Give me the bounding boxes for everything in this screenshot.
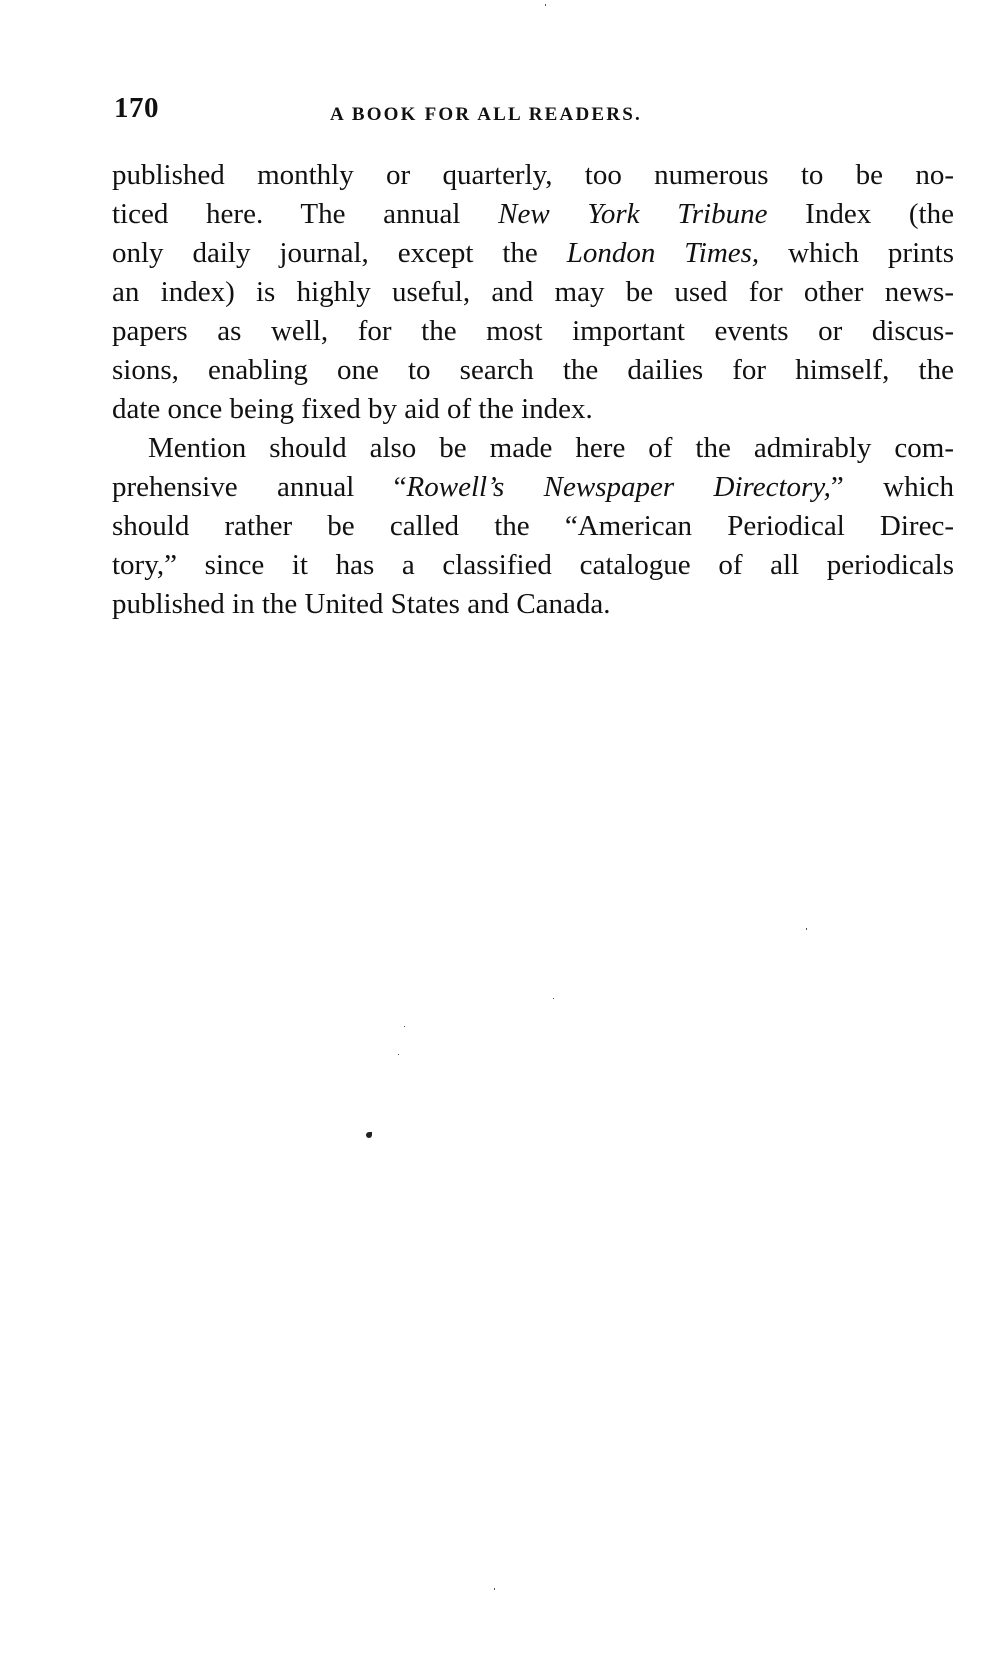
text-line: sions, enabling one to search the dailies for himself, the (112, 354, 954, 386)
text-line: Mention should also be made here of the admirably com- (148, 432, 954, 464)
italic-title: New York Tribune (498, 198, 768, 230)
text-line-with-italic: prehensive annual “Rowell’s Newspaper Directory,” which (112, 471, 954, 503)
italic-title: Rowell’s Newspaper Directory, (406, 471, 831, 503)
text-line-with-italic: only daily journal, except the London Times, which prints (112, 237, 954, 269)
page-header (114, 92, 954, 132)
ink-mark (366, 1132, 372, 1138)
text-line: date once being fixed by aid of the index. (112, 393, 593, 425)
scan-speck (553, 998, 554, 999)
scan-speck (494, 1588, 495, 1590)
text-line: should rather be called the “American Periodical Direc- (112, 510, 954, 542)
text-line: published in the United States and Canada. (112, 588, 611, 620)
scan-speck (404, 1026, 405, 1027)
text-line: published monthly or quarterly, too numerous to be no- (112, 159, 954, 191)
text-line-with-italic: ticed here. The annual New York Tribune Index (the (112, 198, 954, 230)
scan-speck (398, 1054, 399, 1055)
text-line: an index) is highly useful, and may be used for other news- (112, 276, 954, 308)
scan-speck (545, 4, 546, 6)
paragraph-2 (112, 429, 954, 624)
text-line: papers as well, for the most important events or discus- (112, 315, 954, 347)
body-text (112, 156, 954, 624)
running-head: A BOOK FOR ALL READERS. (330, 104, 642, 125)
text-line: tory,” since it has a classified catalogue of all periodicals (112, 549, 954, 581)
scan-speck (806, 928, 807, 930)
page-number: 170 (114, 92, 159, 124)
paragraph-1 (112, 156, 954, 429)
italic-title: London Times, (566, 237, 760, 269)
